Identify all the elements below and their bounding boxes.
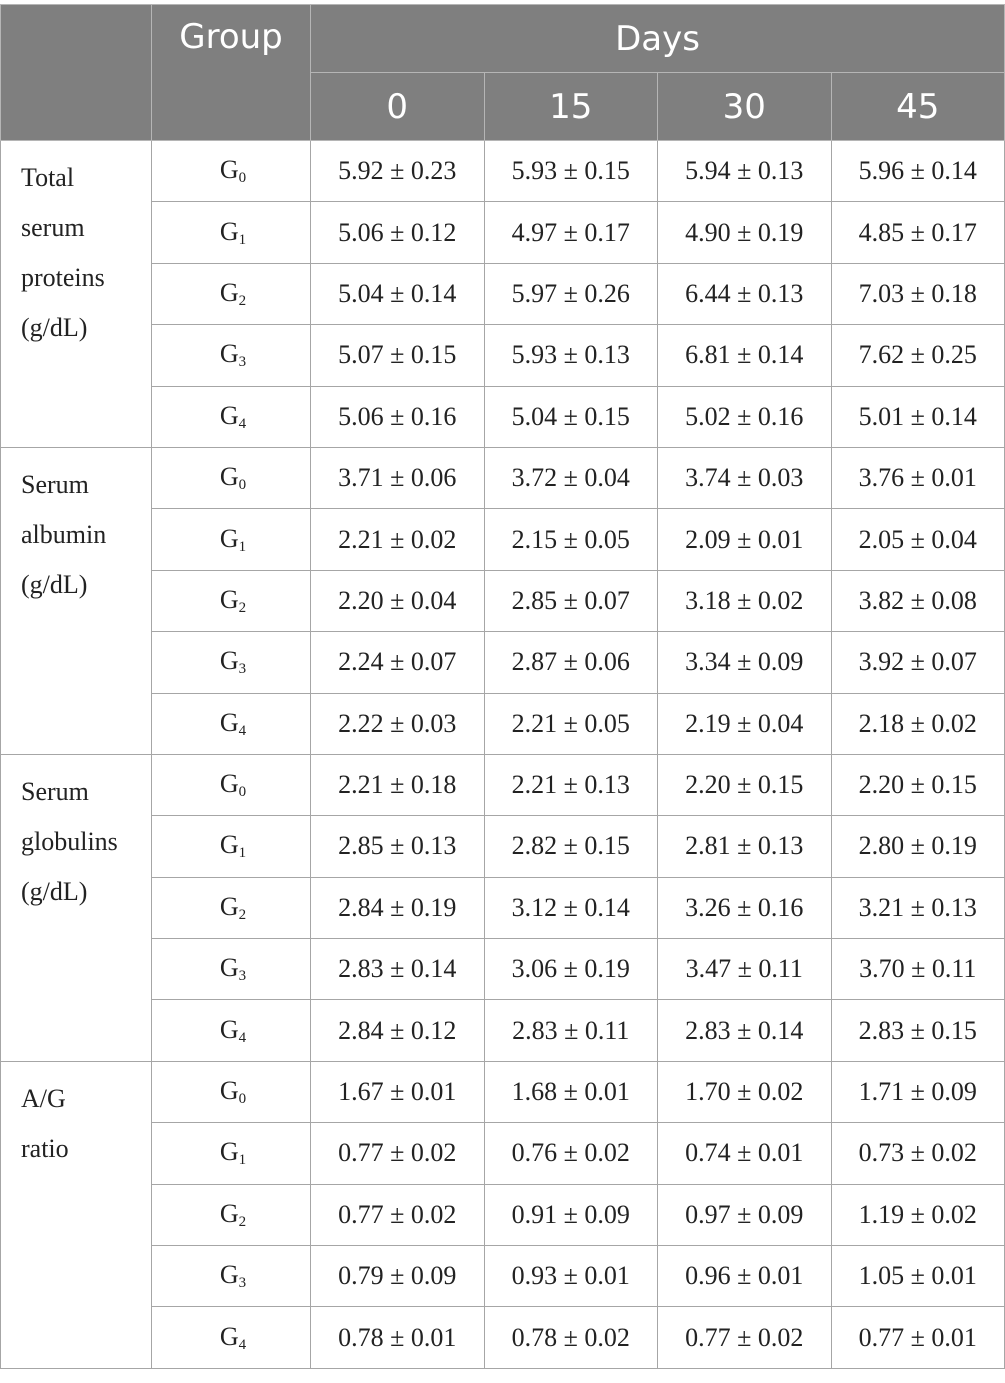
group-letter: G	[219, 891, 239, 921]
value-cell: 4.90 ± 0.19	[658, 202, 832, 263]
value-cell: 3.76 ± 0.01	[831, 447, 1005, 508]
group-letter: G	[219, 1014, 239, 1044]
group-letter: G	[219, 1076, 239, 1106]
group-cell	[152, 141, 311, 202]
group-cell	[152, 325, 311, 386]
value-cell: 3.21 ± 0.13	[831, 877, 1005, 938]
table-row	[1, 1246, 1005, 1307]
group-subscript: 4	[238, 722, 247, 739]
group-subscript: 3	[238, 1275, 247, 1292]
group-cell	[152, 447, 311, 508]
table-row	[1, 816, 1005, 877]
value-cell: 2.18 ± 0.02	[831, 693, 1005, 754]
group-subscript: 0	[238, 1091, 247, 1108]
value-cell: 5.94 ± 0.13	[658, 141, 832, 202]
value-cell: 0.97 ± 0.09	[658, 1184, 832, 1245]
value-cell: 1.68 ± 0.01	[484, 1061, 658, 1122]
value-cell: 7.62 ± 0.25	[831, 325, 1005, 386]
day-header: 0	[311, 73, 485, 141]
table-row	[1, 509, 1005, 570]
parameter-label: Serum albumin (g/dL)	[1, 447, 152, 754]
value-cell: 0.77 ± 0.02	[311, 1123, 485, 1184]
value-cell: 3.92 ± 0.07	[831, 632, 1005, 693]
parameter-label: A/G ratio	[1, 1061, 152, 1368]
table-row	[1, 877, 1005, 938]
table-row	[1, 570, 1005, 631]
value-cell: 2.84 ± 0.12	[311, 1000, 485, 1061]
group-cell	[152, 509, 311, 570]
value-cell: 2.21 ± 0.05	[484, 693, 658, 754]
group-subscript: 1	[238, 1152, 247, 1169]
value-cell: 2.21 ± 0.18	[311, 754, 485, 815]
value-cell: 2.19 ± 0.04	[658, 693, 832, 754]
value-cell: 0.74 ± 0.01	[658, 1123, 832, 1184]
parameter-header	[1, 5, 152, 141]
table-row	[1, 632, 1005, 693]
value-cell: 2.21 ± 0.13	[484, 754, 658, 815]
value-cell: 3.74 ± 0.03	[658, 447, 832, 508]
table-row	[1, 1184, 1005, 1245]
value-cell: 0.77 ± 0.02	[311, 1184, 485, 1245]
value-cell: 2.22 ± 0.03	[311, 693, 485, 754]
table-row	[1, 325, 1005, 386]
value-cell: 1.71 ± 0.09	[831, 1061, 1005, 1122]
value-cell: 3.12 ± 0.14	[484, 877, 658, 938]
table-row	[1, 693, 1005, 754]
table-row	[1, 1123, 1005, 1184]
group-letter: G	[219, 339, 239, 369]
value-cell: 5.04 ± 0.14	[311, 263, 485, 324]
value-cell: 2.80 ± 0.19	[831, 816, 1005, 877]
value-cell: 2.82 ± 0.15	[484, 816, 658, 877]
value-cell: 5.96 ± 0.14	[831, 141, 1005, 202]
group-cell	[152, 1000, 311, 1061]
value-cell: 2.83 ± 0.14	[658, 1000, 832, 1061]
value-cell: 4.97 ± 0.17	[484, 202, 658, 263]
group-cell	[152, 632, 311, 693]
table-row	[1, 202, 1005, 263]
value-cell: 0.76 ± 0.02	[484, 1123, 658, 1184]
table-row	[1, 754, 1005, 815]
value-cell: 5.02 ± 0.16	[658, 386, 832, 447]
value-cell: 2.85 ± 0.13	[311, 816, 485, 877]
days-header: Days	[311, 5, 1005, 73]
group-subscript: 3	[238, 354, 247, 371]
value-cell: 2.20 ± 0.15	[658, 754, 832, 815]
group-subscript: 3	[238, 661, 247, 678]
value-cell: 6.81 ± 0.14	[658, 325, 832, 386]
group-cell	[152, 1184, 311, 1245]
group-subscript: 1	[238, 538, 247, 555]
value-cell: 3.71 ± 0.06	[311, 447, 485, 508]
value-cell: 1.05 ± 0.01	[831, 1246, 1005, 1307]
value-cell: 2.24 ± 0.07	[311, 632, 485, 693]
group-subscript: 4	[238, 1029, 247, 1046]
group-cell	[152, 1246, 311, 1307]
value-cell: 3.18 ± 0.02	[658, 570, 832, 631]
value-cell: 0.77 ± 0.02	[658, 1307, 832, 1368]
group-letter: G	[219, 1260, 239, 1290]
group-letter: G	[219, 523, 239, 553]
value-cell: 2.15 ± 0.05	[484, 509, 658, 570]
value-cell: 2.09 ± 0.01	[658, 509, 832, 570]
group-cell	[152, 939, 311, 1000]
value-cell: 3.72 ± 0.04	[484, 447, 658, 508]
group-cell	[152, 386, 311, 447]
group-subscript: 4	[238, 415, 247, 432]
value-cell: 5.06 ± 0.16	[311, 386, 485, 447]
value-cell: 2.85 ± 0.07	[484, 570, 658, 631]
group-letter: G	[219, 216, 239, 246]
value-cell: 6.44 ± 0.13	[658, 263, 832, 324]
value-cell: 0.91 ± 0.09	[484, 1184, 658, 1245]
group-letter: G	[219, 707, 239, 737]
value-cell: 7.03 ± 0.18	[831, 263, 1005, 324]
table-row	[1, 447, 1005, 508]
value-cell: 2.83 ± 0.15	[831, 1000, 1005, 1061]
group-header: Group	[152, 5, 311, 141]
value-cell: 0.73 ± 0.02	[831, 1123, 1005, 1184]
value-cell: 1.70 ± 0.02	[658, 1061, 832, 1122]
group-cell	[152, 877, 311, 938]
table-row	[1, 1061, 1005, 1122]
group-subscript: 1	[238, 845, 247, 862]
value-cell: 0.93 ± 0.01	[484, 1246, 658, 1307]
group-letter: G	[219, 462, 239, 492]
value-cell: 2.83 ± 0.11	[484, 1000, 658, 1061]
value-cell: 2.20 ± 0.15	[831, 754, 1005, 815]
group-subscript: 0	[238, 170, 247, 187]
day-header: 15	[484, 73, 658, 141]
group-letter: G	[219, 830, 239, 860]
table-row	[1, 939, 1005, 1000]
group-cell	[152, 202, 311, 263]
value-cell: 3.34 ± 0.09	[658, 632, 832, 693]
group-letter: G	[219, 953, 239, 983]
value-cell: 5.04 ± 0.15	[484, 386, 658, 447]
value-cell: 3.26 ± 0.16	[658, 877, 832, 938]
group-subscript: 2	[238, 292, 247, 309]
group-cell	[152, 816, 311, 877]
value-cell: 2.84 ± 0.19	[311, 877, 485, 938]
group-subscript: 2	[238, 1213, 247, 1230]
group-letter: G	[219, 769, 239, 799]
table-row	[1, 263, 1005, 324]
group-letter: G	[219, 155, 239, 185]
value-cell: 5.01 ± 0.14	[831, 386, 1005, 447]
value-cell: 2.21 ± 0.02	[311, 509, 485, 570]
group-letter: G	[219, 646, 239, 676]
group-subscript: 0	[238, 477, 247, 494]
table-row	[1, 1000, 1005, 1061]
value-cell: 3.82 ± 0.08	[831, 570, 1005, 631]
value-cell: 3.06 ± 0.19	[484, 939, 658, 1000]
value-cell: 3.47 ± 0.11	[658, 939, 832, 1000]
group-subscript: 2	[238, 906, 247, 923]
value-cell: 5.07 ± 0.15	[311, 325, 485, 386]
group-subscript: 1	[238, 231, 247, 248]
value-cell: 5.93 ± 0.15	[484, 141, 658, 202]
group-subscript: 0	[238, 784, 247, 801]
value-cell: 1.67 ± 0.01	[311, 1061, 485, 1122]
group-cell	[152, 1307, 311, 1368]
value-cell: 2.20 ± 0.04	[311, 570, 485, 631]
group-cell	[152, 1123, 311, 1184]
value-cell: 0.79 ± 0.09	[311, 1246, 485, 1307]
value-cell: 0.77 ± 0.01	[831, 1307, 1005, 1368]
group-letter: G	[219, 1137, 239, 1167]
value-cell: 5.93 ± 0.13	[484, 325, 658, 386]
table-row	[1, 141, 1005, 202]
value-cell: 2.83 ± 0.14	[311, 939, 485, 1000]
group-cell	[152, 1061, 311, 1122]
data-table	[0, 4, 1005, 1369]
value-cell: 5.06 ± 0.12	[311, 202, 485, 263]
value-cell: 0.96 ± 0.01	[658, 1246, 832, 1307]
group-cell	[152, 570, 311, 631]
group-subscript: 3	[238, 968, 247, 985]
group-letter: G	[219, 1321, 239, 1351]
value-cell: 0.78 ± 0.01	[311, 1307, 485, 1368]
value-cell: 3.70 ± 0.11	[831, 939, 1005, 1000]
group-cell	[152, 754, 311, 815]
group-letter: G	[219, 584, 239, 614]
day-header: 45	[831, 73, 1005, 141]
table-header	[1, 5, 1005, 141]
table-row	[1, 1307, 1005, 1368]
value-cell: 4.85 ± 0.17	[831, 202, 1005, 263]
table-body	[1, 141, 1005, 1369]
group-letter: G	[219, 400, 239, 430]
value-cell: 5.92 ± 0.23	[311, 141, 485, 202]
table-row	[1, 386, 1005, 447]
value-cell: 1.19 ± 0.02	[831, 1184, 1005, 1245]
value-cell: 0.78 ± 0.02	[484, 1307, 658, 1368]
group-cell	[152, 263, 311, 324]
value-cell: 5.97 ± 0.26	[484, 263, 658, 324]
parameter-label: Serum globulins (g/dL)	[1, 754, 152, 1061]
value-cell: 2.05 ± 0.04	[831, 509, 1005, 570]
group-subscript: 2	[238, 599, 247, 616]
group-letter: G	[219, 1198, 239, 1228]
value-cell: 2.81 ± 0.13	[658, 816, 832, 877]
value-cell: 2.87 ± 0.06	[484, 632, 658, 693]
day-header: 30	[658, 73, 832, 141]
group-subscript: 4	[238, 1336, 247, 1353]
parameter-label: Total serum proteins (g/dL)	[1, 141, 152, 448]
group-letter: G	[219, 277, 239, 307]
group-cell	[152, 693, 311, 754]
